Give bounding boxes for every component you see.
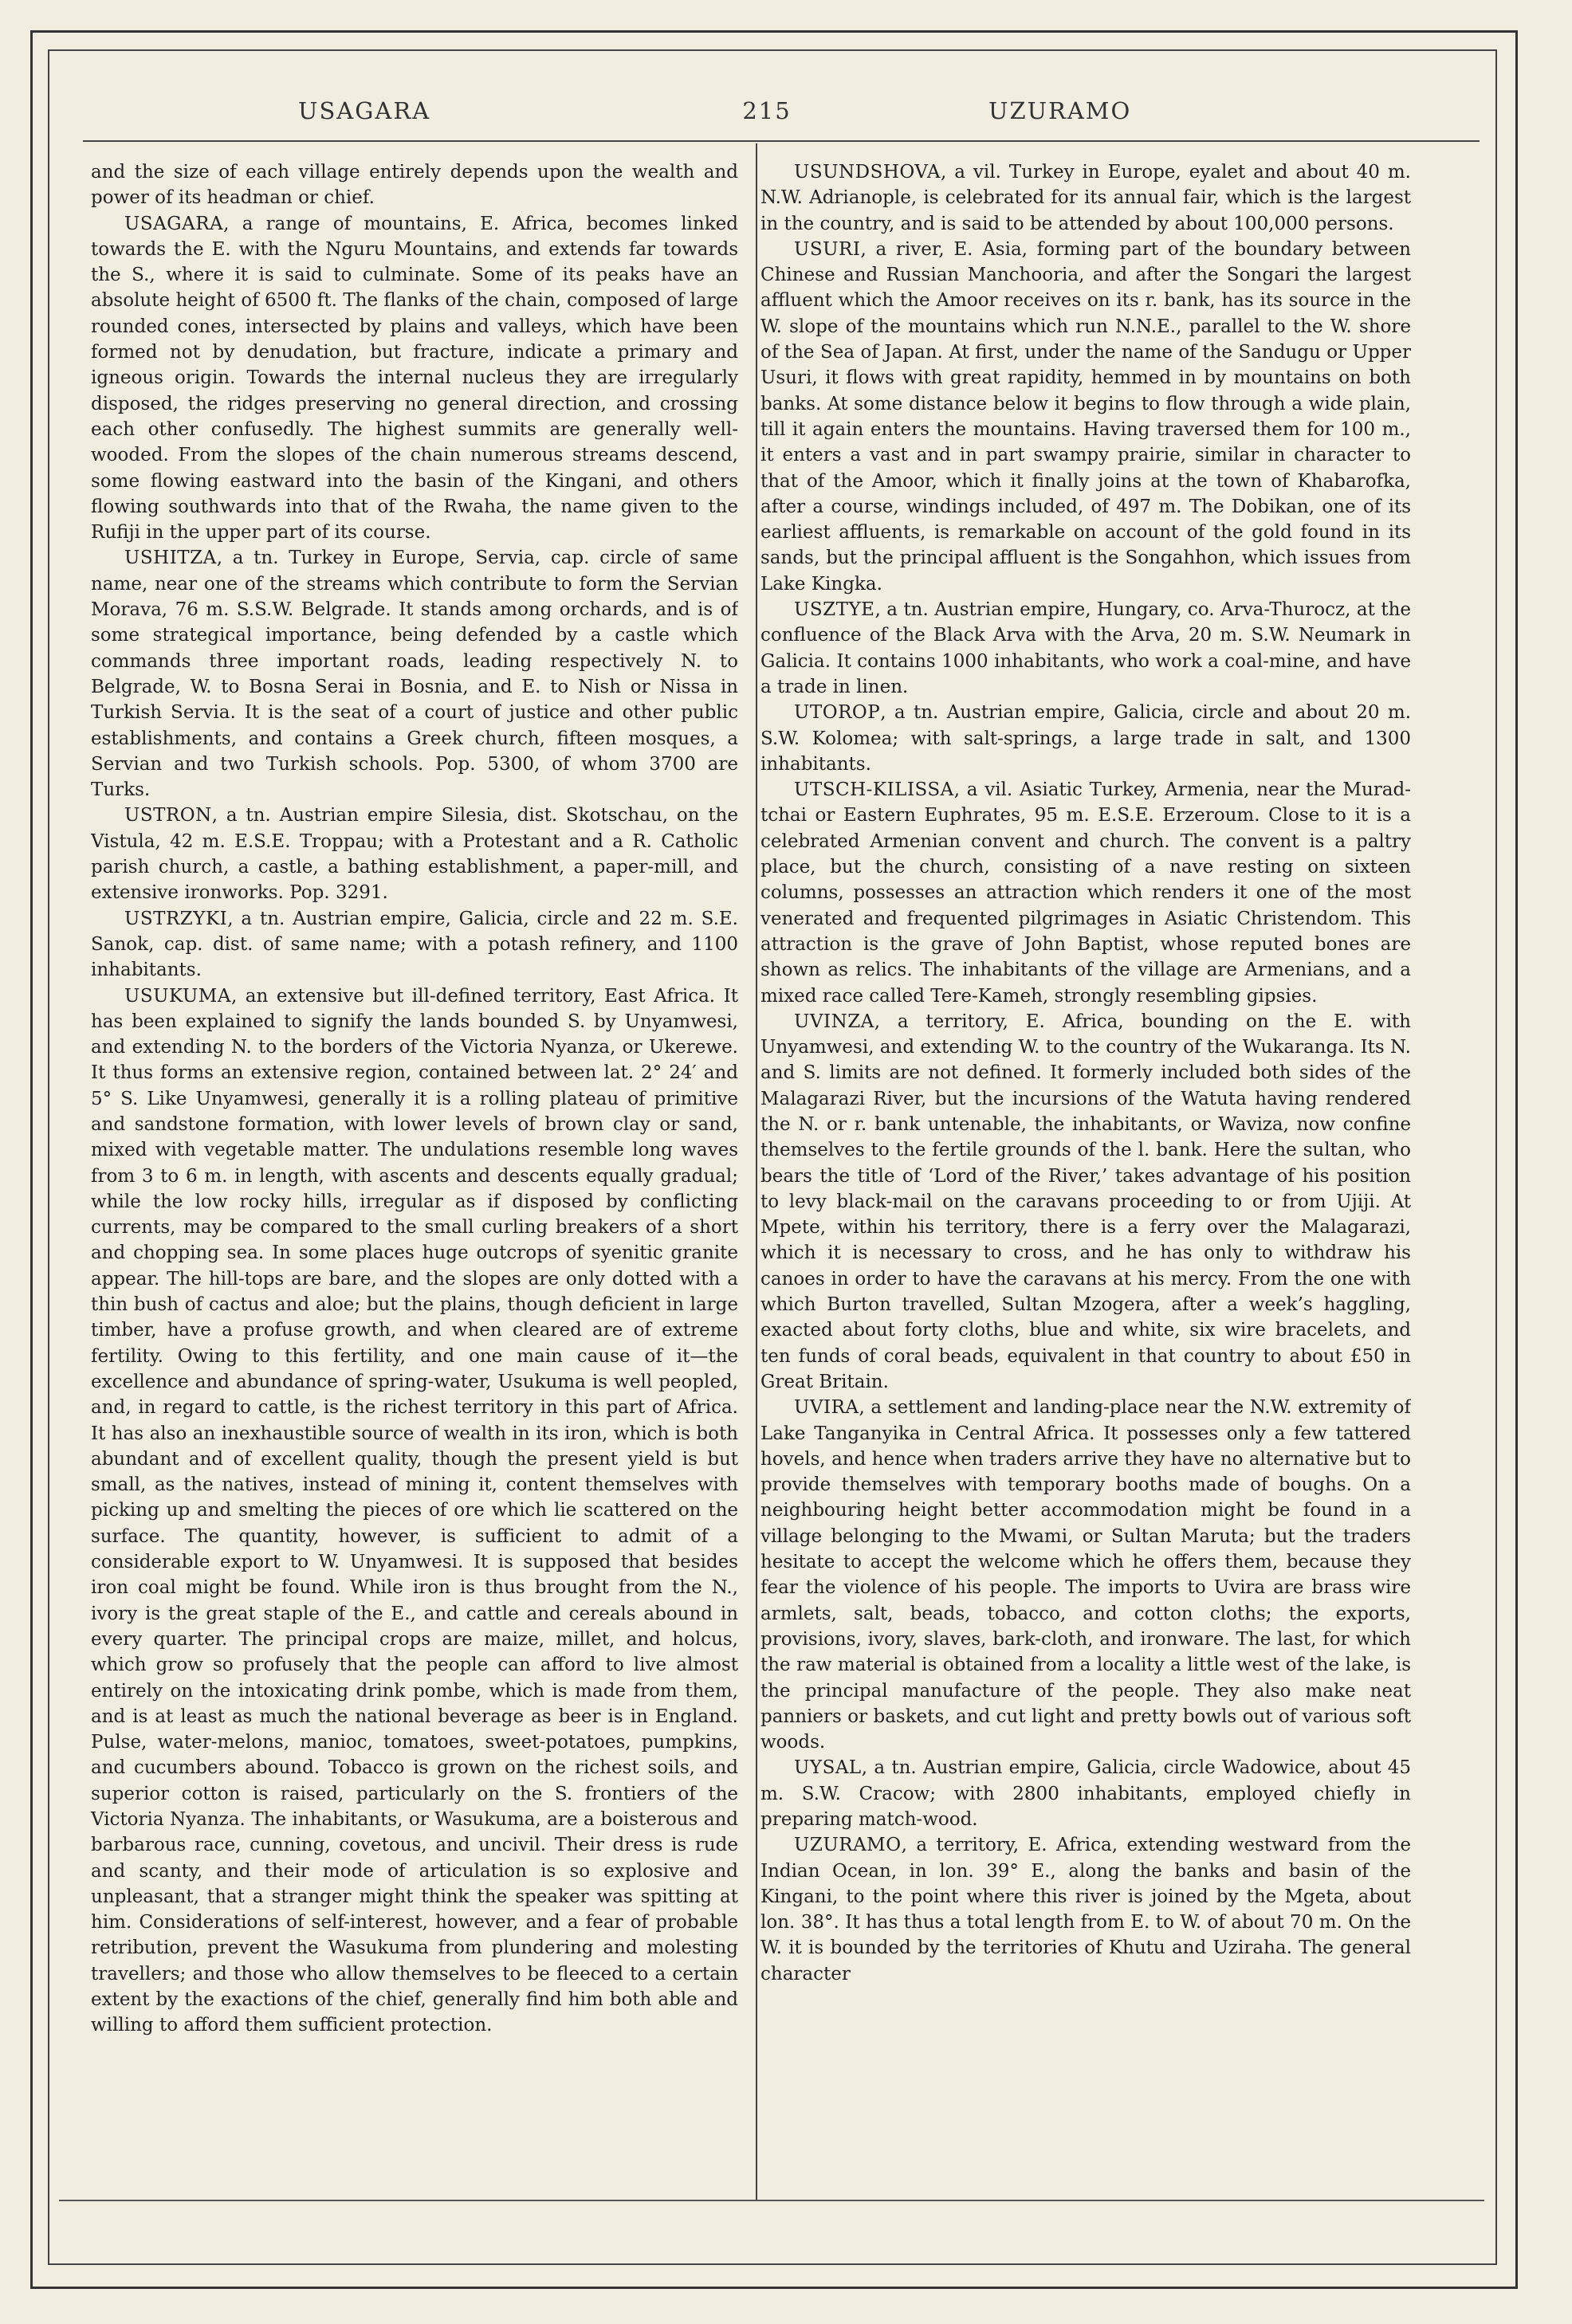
entry-ustrzyki <box>91 906 738 983</box>
entry-usuri <box>760 237 1411 597</box>
headword: UYSAL <box>794 1757 862 1779</box>
entry-text: , a tn. Austrian empire, Galicia, circle and 22 m. S.E. Sanok, cap. dist. of same name; with a potash refinery, and 1100 inhabitants. <box>91 908 738 981</box>
bottom-rule <box>59 2200 1484 2201</box>
headword: USUKUMA <box>124 985 231 1007</box>
headword: USUNDSHOVA <box>794 162 941 183</box>
headword: UVIRA <box>794 1397 859 1419</box>
entry-text: , a vil. Asiatic Turkey, Armenia, near the Murad-tchai or Eastern Euphrates, 95 m. E.S.E. Erzeroum. Close to it is a celebrated Armenian convent and church. The convent is a paltry place, but the church, consisting of a nave resting on sixteen columns, possesses an attraction which renders it one of the most venerated and frequented pilgrimages in Asiatic Christendom. This attraction is the grave of John Baptist, whose reputed bones are shown as relics. The inhabitants of the village are Armenians, and a mixed race called Tere-Kameh, strongly resembling gipsies. <box>760 779 1411 1007</box>
entry-text: , a tn. Austrian empire Silesia, dist. Skotschau, on the Vistula, 42 m. E.S.E. Troppau; with a Protestant and a R. Catholic parish church, a castle, a bathing establishment, a paper-mill, and extensive ironworks. Pop. 3291. <box>91 805 738 904</box>
entry-uysal <box>760 1755 1411 1832</box>
headword: UTOROP <box>794 702 881 724</box>
headword: UZURAMO <box>794 1835 902 1856</box>
entry-text: , a tn. Austrian empire, Galicia, circle and about 20 m. S.W. Kolomea; with salt-springs, a large trade in salt, and 1300 inhabitants. <box>760 702 1411 775</box>
entry-ushitza <box>91 545 738 803</box>
entry-continuation <box>91 159 738 211</box>
headword: UVINZA <box>794 1011 874 1032</box>
running-header <box>64 97 1480 137</box>
headword: USURI <box>794 238 861 260</box>
entry-text: , a tn. Turkey in Europe, Servia, cap. circle of same name, near one of the streams which contribute to form the Servian Morava, 76 m. S.S.W. Belgrade. It stands among orchards, and is of some strategical importance, being defended by a castle which commands three important roads, leading respectively N. to Belgrade, W. to Bosna Serai in Bosnia, and E. to Nish or Nissa in Turkish Servia. It is the seat of a court of justice and other public establishments, and contains a Greek church, fifteen mosques, a Servian and two Turkish schools. Pop. 5300, of whom 3700 are Turks. <box>91 548 738 801</box>
entry-text: , an extensive but ill-defined territory, East Africa. It has been explained to signify the lands bounded S. by Unyamwesi, and extending N. to the borders of the Victoria Nyanza, or Ukerewe. It thus forms an extensive region, contained between lat. 2° 24′ and 5° S. Like Unyamwesi, generally it is a rolling plateau of primitive and sandstone formation, with lower levels of brown clay or sand, mixed with vegetable matter. The undulations resemble long waves from 3 to 6 m. in length, with ascents and descents equally gradual; while the low rocky hills, irregular as if disposed by conflicting currents, may be compared to the small curling breakers of a short and chopping sea. In some places huge outcrops of syenitic granite appear. The hill-tops are bare, and the slopes are only dotted with a thin bush of cactus and aloe; but the plains, though deficient in large timber, have a profuse growth, and when cleared are of extreme fertility. Owing to this fertility, and one main cause of it—the excellence and abundance of spring-water, Usukuma is well peopled, and, in regard to cattle, is the richest territory in this part of Africa. It has also an inexhaustible source of wealth in its iron, which is both abundant and of excellent quality, though the present yield is but small, as the natives, instead of mining it, content themselves with picking up and smelting the pieces of ore which lie scattered on the surface. The quantity, however, is sufficient to admit of a considerable export to W. Unyamwesi. It is supposed that besides iron coal might be found. While iron is thus brought from the N., ivory is the great staple of the E., and cattle and cereals abound in every quarter. The principal crops are maize, millet, and holcus, which grow so profusely that the people can afford to live almost entirely on the intoxicating drink pombe, which is made from them, and is at least as much the national beverage as beer is in England. Pulse, water-melons, manioc, tomatoes, sweet-potatoes, pumpkins, and cucumbers abound. Tobacco is grown on the richest soils, and superior cotton is raised, particularly on the S. frontiers of the Victoria Nyanza. The inhabitants, or Wasukuma, are a boisterous and barbarous race, cunning, covetous, and uncivil. Their dress is rude and scanty, and their mode of articulation is so explosive and unpleasant, that a stranger might think the speaker was spitting at him. Considerations of self-interest, however, and a fear of probable retribution, prevent the Wasukuma from plundering and molesting travellers; and those who allow themselves to be fleeced to a certain extent by the exactions of the chief, generally find him both able and willing to afford them sufficient protection. <box>91 985 738 2036</box>
entry-text: , a territory, E. Africa, bounding on the E. with Unyamwesi, and extending W. to the country of the Wukaranga. Its N. and S. limits are not defined. It formerly included both sides of the Malagarazi River, but the incursions of the Watuta having rendered the N. or r. bank untenable, the inhabitants, or Waviza, now confine themselves to the fertile grounds of the l. bank. Here the sultan, who bears the title of ‘Lord of the River,’ takes advantage of his position to levy black-mail on the caravans proceeding to or from Ujiji. At Mpete, within his territory, there is a ferry over the Malagarazi, which it is necessary to cross, and he has only to withdraw his canoes in order to have the caravans at his mercy. From the one with which Burton travelled, Sultan Mzogera, after a week’s haggling, exacted about forty cloths, blue and white, six wire bracelets, and ten funds of coral beads, equivalent in that country to about £50 in Great Britain. <box>760 1011 1411 1392</box>
entry-usukuma <box>91 983 738 2039</box>
entry-uzuramo <box>760 1832 1411 1987</box>
entry-uvira <box>760 1395 1411 1755</box>
entry-text: , a territory, E. Africa, extending westward from the Indian Ocean, in lon. 39° E., along the banks and basin of the Kingani, to the point where this river is joined by the Mgeta, about lon. 38°. It has thus a total length from E. to W. of about 70 m. On the W. it is bounded by the territories of Khutu and Uziraha. The general character <box>760 1835 1411 1984</box>
right-column <box>760 159 1411 2200</box>
entry-uvinza <box>760 1009 1411 1395</box>
entry-text: , a tn. Austrian empire, Galicia, circle Wadowice, about 45 m. S.W. Cracow; with 2800 inhabitants, employed chiefly in preparing match-wood. <box>760 1757 1411 1830</box>
header-right-headword: UZURAMO <box>988 97 1132 124</box>
entry-text: , a tn. Austrian empire, Hungary, co. Arva-Thurocz, at the confluence of the Black Arva with the Arva, 20 m. S.W. Neumark in Galicia. It contains 1000 inhabitants, who work a coal-mine, and have a trade in linen. <box>760 599 1411 697</box>
headword: USHITZA <box>124 548 217 569</box>
entry-text: , a range of mountains, E. Africa, becomes linked towards the E. with the Nguru Mountains, and extends far towards the S., where it is said to culminate. Some of its peaks have an absolute height of 6500 ft. The flanks of the chain, composed of large rounded cones, intersected by plains and valleys, which have been formed not by denudation, but fracture, indicate a primary and igneous origin. Towards the internal nucleus they are irregularly disposed, the ridges preserving no general direction, and crossing each other confusedly. The highest summits are generally well-wooded. From the slopes of the chain numerous streams descend, some flowing eastward into the basin of the Kingani, and others flowing southwards into that of the Rwaha, the name given to the Rufiji in the upper part of its course. <box>91 213 738 544</box>
entry-text: , a settlement and landing-place near the N.W. extremity of Lake Tanganyika in Central Africa. It possesses only a few tattered hovels, and hence when traders arrive they have no alternative but to provide themselves with temporary booths made of boughs. On a neighbouring height better accommodation might be found in a village belonging to the Mwami, or Sultan Maruta; but the traders hesitate to accept the welcome which he offers them, because they fear the violence of his people. The imports to Uvira are brass wire armlets, salt, beads, tobacco, and cotton cloths; the exports, provisions, ivory, slaves, bark-cloth, and ironware. The last, for which the raw material is obtained from a locality a little west of the lake, is the principal manufacture of the people. They also make neat panniers or baskets, and cut light and pretty bowls out of various soft woods. <box>760 1397 1411 1753</box>
entry-utsch-kilissa <box>760 777 1411 1009</box>
headword: USAGARA <box>124 213 224 234</box>
headword: UTSCH-KILISSA <box>794 779 954 801</box>
headword: USTRZYKI <box>124 908 228 929</box>
entry-usundshova <box>760 159 1411 237</box>
entry-text: , a river, E. Asia, forming part of the boundary between Chinese and Russian Manchooria, and after the Songari the largest affluent which the Amoor receives on its r. bank, has its source in the W. slope of the mountains which run N.N.E., parallel to the W. shore of the Sea of Japan. At first, under the name of the Sandugu or Upper Usuri, it flows with great rapidity, hemmed in by mountains on both banks. At some distance below it begins to flow through a wide plain, till it again enters the mountains. Having traversed them for 100 m., it enters a vast and in part swampy prairie, similar in character to that of the Amoor, which it finally joins at the town of Khabarofka, after a course, windings included, of 497 m. The Dobikan, one of its earliest affluents, is remarkable on account of the gold found in its sands, but the principal affluent is the Songahhon, which issues from Lake Kingka. <box>760 238 1411 595</box>
headword: USTRON <box>124 805 212 826</box>
headword: USZTYE <box>794 599 875 621</box>
entry-usztye <box>760 597 1411 700</box>
entry-usagara <box>91 211 738 546</box>
page-number: 215 <box>742 97 792 124</box>
header-left-headword: USAGARA <box>298 97 431 124</box>
entry-utorop <box>760 700 1411 777</box>
entry-text: and the size of each village entirely depends upon the wealth and power of its headman or chief. <box>91 162 738 209</box>
entry-ustron <box>91 803 738 905</box>
header-rule <box>83 140 1480 142</box>
left-column <box>91 159 738 2200</box>
entry-text: , a vil. Turkey in Europe, eyalet and about 40 m. N.W. Adrianople, is celebrated for its annual fair, which is the largest in the country, and is said to be attended by about 100,000 persons. <box>760 162 1411 234</box>
column-divider <box>756 143 757 2200</box>
